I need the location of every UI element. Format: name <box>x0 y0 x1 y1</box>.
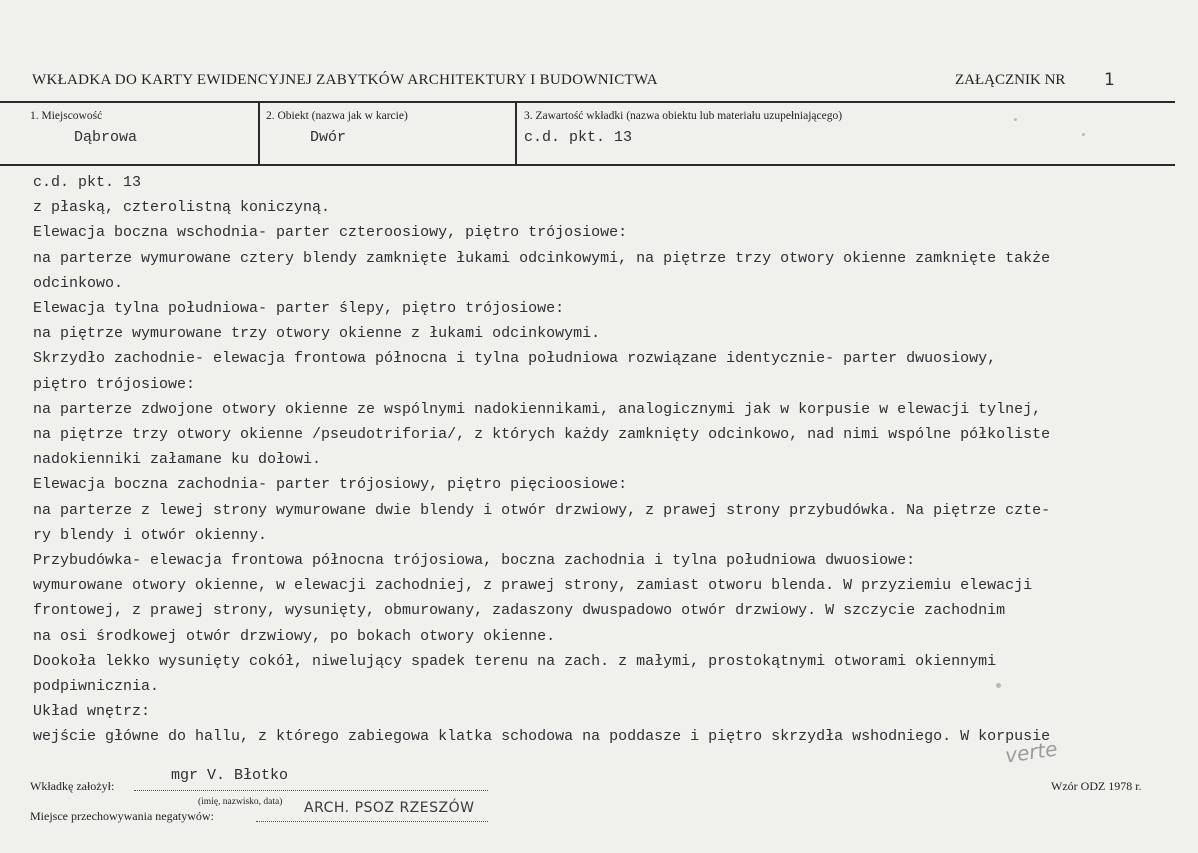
locality-label: 1. Miejscowość <box>30 110 103 122</box>
body-line: na parterze wymurowane cztery blendy zamknięte łukami odcinkowymi, na piętrze trzy otwory okienne zamknięte także <box>33 249 1051 267</box>
body-line: na piętrze wymurowane trzy otwory okienne z łukami odcinkowymi. <box>33 325 601 343</box>
locality-value: Dąbrowa <box>74 129 138 146</box>
body-line: podpiwnicznia. <box>33 678 160 696</box>
storage-label: Miejsce przechowywania negatywów: <box>30 809 214 823</box>
created-by-hint: (imię, nazwisko, data) <box>198 797 283 807</box>
form-model-label: Wzór ODZ 1978 r. <box>1051 779 1142 793</box>
paper-speck <box>996 683 1001 688</box>
attachment-label: ZAŁĄCZNIK NR <box>955 72 1066 88</box>
body-line: nadokienniki załamane ku dołowi. <box>33 451 322 469</box>
body-line: ry blendy i otwór okienny. <box>33 526 268 544</box>
body-line: na parterze z lewej strony wymurowane dwie blendy i otwór drzwiowy, z prawej strony przybudówka. Na piętrze czte- <box>33 501 1051 519</box>
body-line: na osi środkowej otwór drzwiowy, po bokach otwory okienne. <box>33 627 556 645</box>
body-line: na piętrze trzy otwory okienne /pseudotriforia/, z których każdy zamknięty odcinkowo, nad nimi wspólne półkoliste <box>33 426 1051 444</box>
body-line: piętro trójosiowe: <box>33 375 196 393</box>
body-line: z płaską, czterolistną koniczyną. <box>33 199 331 217</box>
card-title: WKŁADKA DO KARTY EWIDENCYJNEJ ZABYTKÓW ARCHITEKTURY I BUDOWNICTWA <box>32 72 658 88</box>
contents-value: c.d. pkt. 13 <box>524 129 633 146</box>
created-by-value: mgr V. Błotko <box>171 767 289 784</box>
body-line: Układ wnętrz: <box>33 703 151 721</box>
body-line: Skrzydło zachodnie- elewacja frontowa północna i tylna południowa rozwiązane identycznie- parter dwuosiowy, <box>33 350 997 368</box>
storage-value-handwritten: ARCH. PSOZ RZESZÓW <box>304 800 475 816</box>
body-line: c.d. pkt. 13 <box>33 174 142 191</box>
body-line: Elewacja boczna wschodnia- parter czteroosiowy, piętro trójosiowe: <box>33 224 628 242</box>
handwritten-verte-note: verte <box>1003 736 1059 768</box>
body-line: odcinkowo. <box>33 274 124 292</box>
body-line: wymurowane otwory okienne, w elewacji zachodniej, z prawej strony, zamiast otworu blenda. W przyziemiu elewacji <box>33 577 1033 595</box>
header-rule <box>0 101 1175 103</box>
created-by-label: Wkładkę założył: <box>30 779 115 793</box>
typed-description <box>33 170 1183 750</box>
paper-speck <box>1014 118 1017 121</box>
body-line: na parterze zdwojone otwory okienne ze wspólnymi nadokiennikami, analogicznymi jak w korpusie w elewacji tylnej, <box>33 400 1042 418</box>
storage-dotted-line <box>256 821 488 822</box>
body-line: wejście główne do hallu, z którego zabiegowa klatka schodowa na poddasze i piętro skrzydła wshodniego. W korpusie <box>33 728 1051 746</box>
body-line: Przybudówka- elewacja frontowa północna trójosiowa, boczna zachodnia i tylna południowa dwuosiowe: <box>33 552 916 570</box>
field-divider-2 <box>515 101 517 165</box>
fields-rule <box>0 164 1175 166</box>
object-value: Dwór <box>310 129 347 146</box>
body-line: Elewacja boczna zachodnia- parter trójosiowy, piętro pięcioosiowe: <box>33 476 628 494</box>
body-line: Elewacja tylna południowa- parter ślepy, piętro trójosiowe: <box>33 300 565 318</box>
body-line: frontowej, z prawej strony, wysunięty, obmurowany, zadaszony dwuspadowo otwór drzwiowy. W szczycie zachodnim <box>33 602 1006 620</box>
object-label: 2. Obiekt (nazwa jak w karcie) <box>266 110 408 122</box>
field-divider-1 <box>258 101 260 165</box>
attachment-number: 1 <box>1104 70 1115 90</box>
contents-label: 3. Zawartość wkładki (nazwa obiektu lub materiału uzupełniającego) <box>524 110 843 122</box>
created-by-dotted-line <box>134 790 488 791</box>
body-line: Dookoła lekko wysunięty cokół, niwelujący spadek terenu na zach. z małymi, prostokątnymi otworami okiennymi <box>33 652 997 670</box>
paper-speck <box>1082 133 1085 136</box>
